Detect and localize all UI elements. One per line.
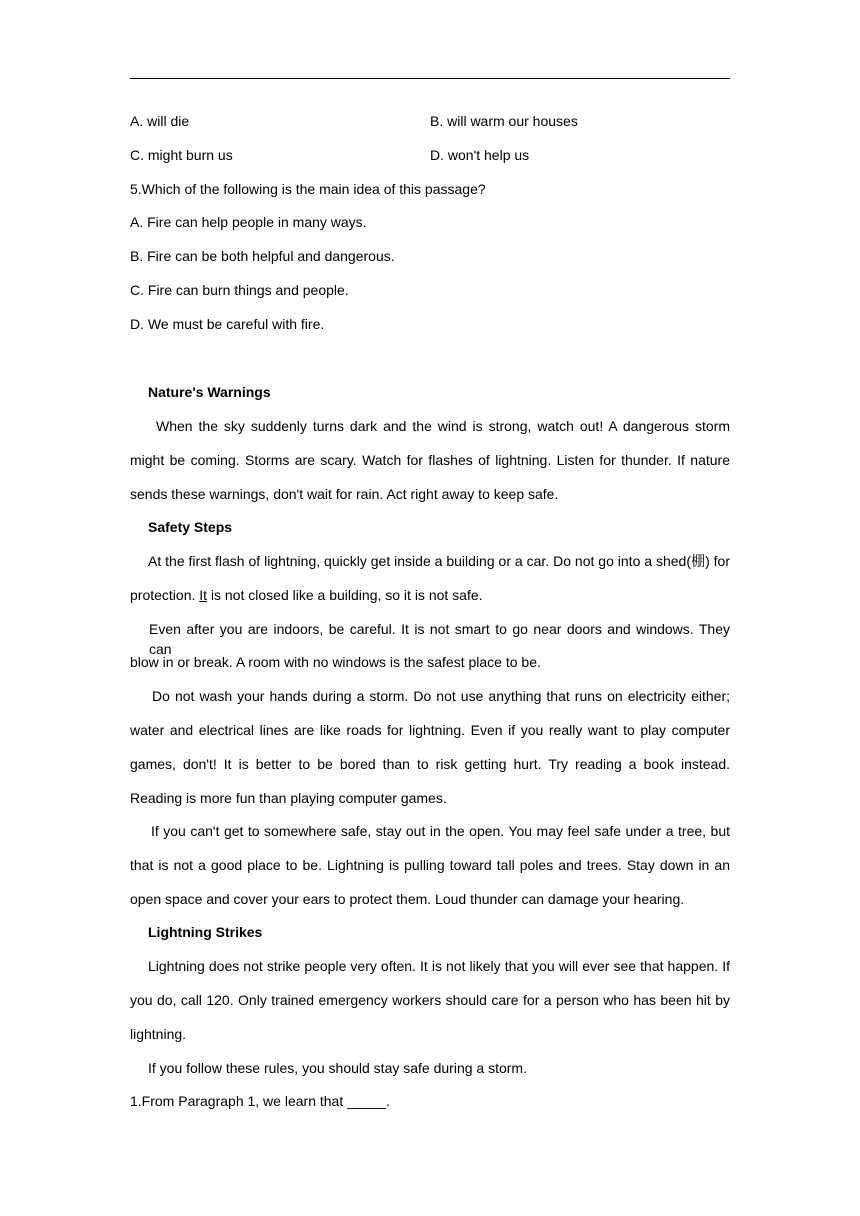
p5-line-2: that is not a good place to be. Lightning is pulling toward tall poles and trees. Stay down in an <box>130 857 730 873</box>
q5-option-a: A. Fire can help people in many ways. <box>130 214 367 230</box>
q4-option-c: C. might burn us <box>130 147 233 163</box>
p1-line-1: When the sky suddenly turns dark and the wind is strong, watch out! A dangerous storm <box>156 418 730 434</box>
p2-line-1: At the first flash of lightning, quickly get inside a building or a car. Do not go into a shed(棚) for <box>148 553 730 569</box>
p5-line-1: If you can't get to somewhere safe, stay out in the open. You may feel safe under a tree, but <box>151 823 730 839</box>
heading-lightning-strikes: Lightning Strikes <box>148 924 263 940</box>
p4-line-4: Reading is more fun than playing computer games. <box>130 790 447 806</box>
heading-safety-steps: Safety Steps <box>148 519 233 535</box>
p2-line-2 <box>130 585 730 605</box>
q5-question: 5.Which of the following is the main idea of this passage? <box>130 181 486 197</box>
q5-option-b: B. Fire can be both helpful and dangerous. <box>130 248 395 264</box>
p6-line-1: Lightning does not strike people very often. It is not likely that you will ever see that happen. If <box>148 958 730 974</box>
p1-line-3: sends these warnings, don't wait for rain. Act right away to keep safe. <box>130 486 559 502</box>
p2-line-2-pre: protection. <box>130 587 200 603</box>
underlined-it: It <box>199 587 208 603</box>
p6-line-2: you do, call 120. Only trained emergency workers should care for a person who has been hit by <box>130 992 730 1008</box>
p7-line: If you follow these rules, you should stay safe during a storm. <box>148 1060 527 1076</box>
p6-line-3: lightning. <box>130 1026 187 1042</box>
p2-line-2-post: is not closed like a building, so it is not safe. <box>207 587 483 603</box>
q5-option-d: D. We must be careful with fire. <box>130 316 325 332</box>
q4-options-row-1 <box>130 111 730 131</box>
q4-option-b: B. will warm our houses <box>430 113 578 129</box>
q4-options-row-2 <box>130 145 730 165</box>
p3-line-2: blow in or break. A room with no windows is the safest place to be. <box>130 654 541 670</box>
passage-title: Nature's Warnings <box>148 384 271 400</box>
p4-line-2: water and electrical lines are like roads for lightning. Even if you really want to play computer <box>130 722 730 738</box>
p4-line-1: Do not wash your hands during a storm. Do not use anything that runs on electricity either; <box>152 688 730 704</box>
q5-option-c: C. Fire can burn things and people. <box>130 282 349 298</box>
p5-line-3: open space and cover your ears to protect them. Loud thunder can damage your hearing. <box>130 891 685 907</box>
header-rule <box>130 78 730 79</box>
q4-option-d: D. won't help us <box>430 147 530 163</box>
p4-line-3: games, don't! It is better to be bored than to risk getting hurt. Try reading a book instead. <box>130 756 730 772</box>
p3-line-1: Even after you are indoors, be careful. It is not smart to go near doors and windows. They can <box>149 621 730 657</box>
q1-question: 1.From Paragraph 1, we learn that _____. <box>130 1093 390 1109</box>
p1-line-2: might be coming. Storms are scary. Watch for flashes of lightning. Listen for thunder. If nature <box>130 452 730 468</box>
q4-option-a: A. will die <box>130 113 190 129</box>
